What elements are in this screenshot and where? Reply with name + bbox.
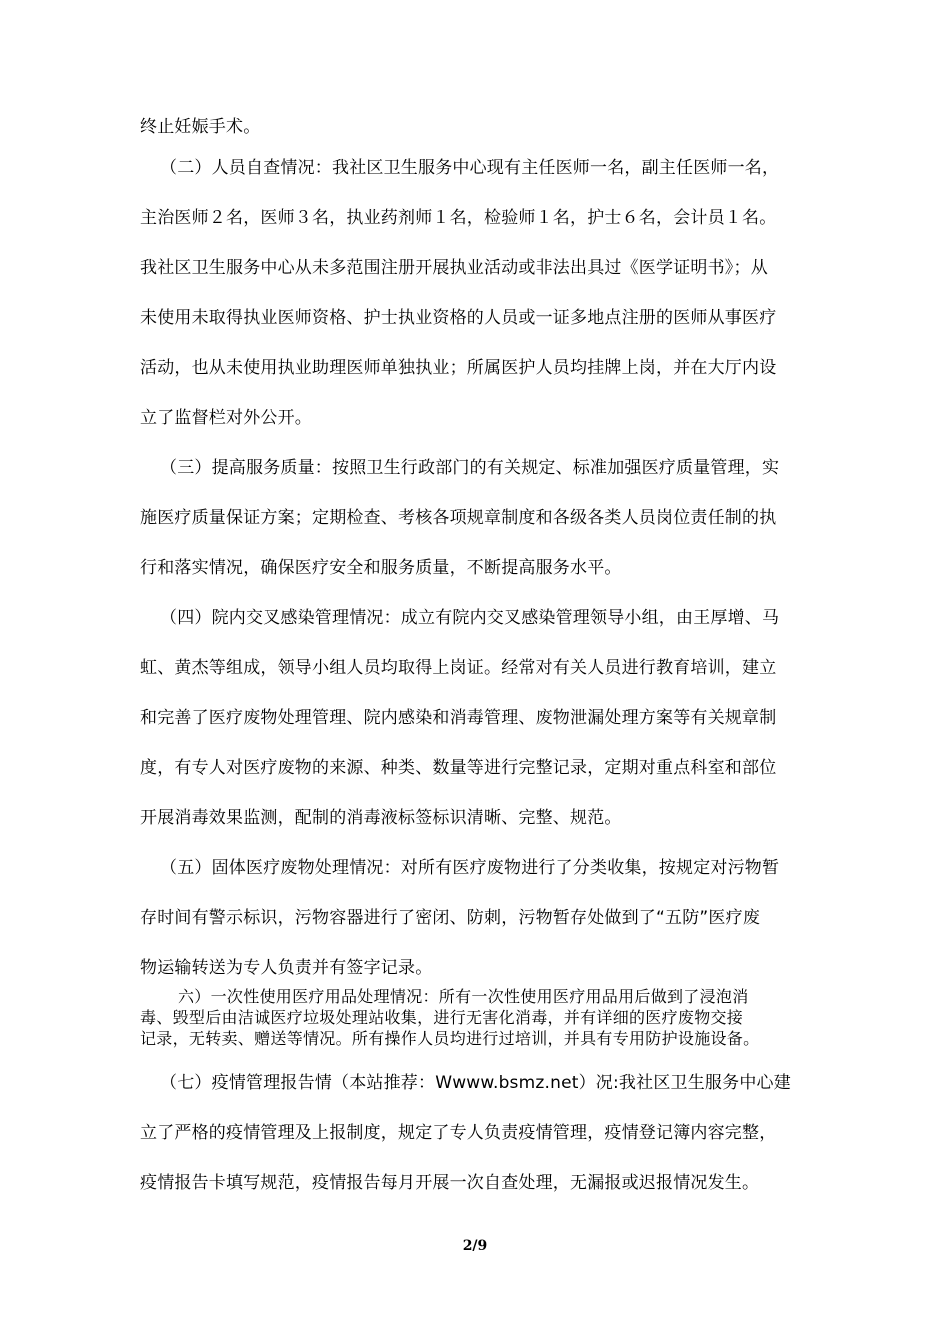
text-line: （三）提高服务质量：按照卫生行政部门的有关规定、标准加强医疗质量管理，实: [160, 458, 780, 478]
text-line: 未使用未取得执业医师资格、护士执业资格的人员或一证多地点注册的医师从事医疗: [140, 308, 777, 328]
text-line: 存时间有警示标识，污物容器进行了密闭、防刺，污物暂存处做到了“五防”医疗废: [140, 908, 761, 928]
text-line: 度，有专人对医疗废物的来源、种类、数量等进行完整记录，定期对重点科室和部位: [140, 758, 777, 778]
text-line: （二）人员自查情况：我社区卫生服务中心现有主任医师一名，副主任医师一名，: [160, 158, 780, 178]
text-line: 物运输转送为专人负责并有签字记录。: [140, 958, 433, 978]
text-line: （五）固体医疗废物处理情况：对所有医疗废物进行了分类收集，按规定对污物暂: [160, 858, 780, 878]
text-line: 行和落实情况，确保医疗安全和服务质量，不断提高服务水平。: [140, 558, 622, 578]
text-line: 六）一次性使用医疗用品处理情况：所有一次性使用医疗用品用后做到了浸泡消: [178, 987, 749, 1006]
text-line: 施医疗质量保证方案；定期检查、考核各项规章制度和各级各类人员岗位责任制的执: [140, 508, 777, 528]
page-number: 2/9: [462, 1238, 488, 1254]
text-line: 主治医师２名，医师３名，执业药剂师１名，检验师１名，护士６名，会计员１名。: [140, 208, 777, 228]
text-line: （七）疫情管理报告情（本站推荐：Wwww.bsmz.net）况:我社区卫生服务中心建: [160, 1073, 791, 1093]
text-line: 虹、黄杰等组成，领导小组人员均取得上岗证。经常对有关人员进行教育培训，建立: [140, 658, 777, 678]
text-line: 记录，无转卖、赠送等情况。所有操作人员均进行过培训，并具有专用防护设施设备。: [140, 1029, 760, 1048]
text-line: 终止妊娠手术。: [140, 117, 261, 137]
text-line: 我社区卫生服务中心从未多范围注册开展执业活动或非法出具过《医学证明书》；从: [140, 258, 768, 278]
dense-paragraph: [140, 986, 820, 1049]
text-line: （四）院内交叉感染管理情况：成立有院内交叉感染管理领导小组，由王厚增、马: [160, 608, 780, 628]
text-line: 毒、毁型后由洁诚医疗垃圾处理站收集，进行无害化消毒，并有详细的医疗废物交接: [140, 1008, 744, 1027]
text-line: 立了监督栏对外公开。: [140, 408, 312, 428]
text-line: 活动，也从未使用执业助理医师单独执业；所属医护人员均挂牌上岗，并在大厅内设: [140, 358, 777, 378]
text-line: 疫情报告卡填写规范，疫情报告每月开展一次自查处理，无漏报或迟报情况发生。: [140, 1173, 760, 1193]
text-line: 和完善了医疗废物处理管理、院内感染和消毒管理、废物泄漏处理方案等有关规章制: [140, 708, 777, 728]
text-line: 立了严格的疫情管理及上报制度，规定了专人负责疫情管理，疫情登记簿内容完整，: [140, 1123, 777, 1143]
text-line: 开展消毒效果监测，配制的消毒液标签标识清晰、完整、规范。: [140, 808, 622, 828]
